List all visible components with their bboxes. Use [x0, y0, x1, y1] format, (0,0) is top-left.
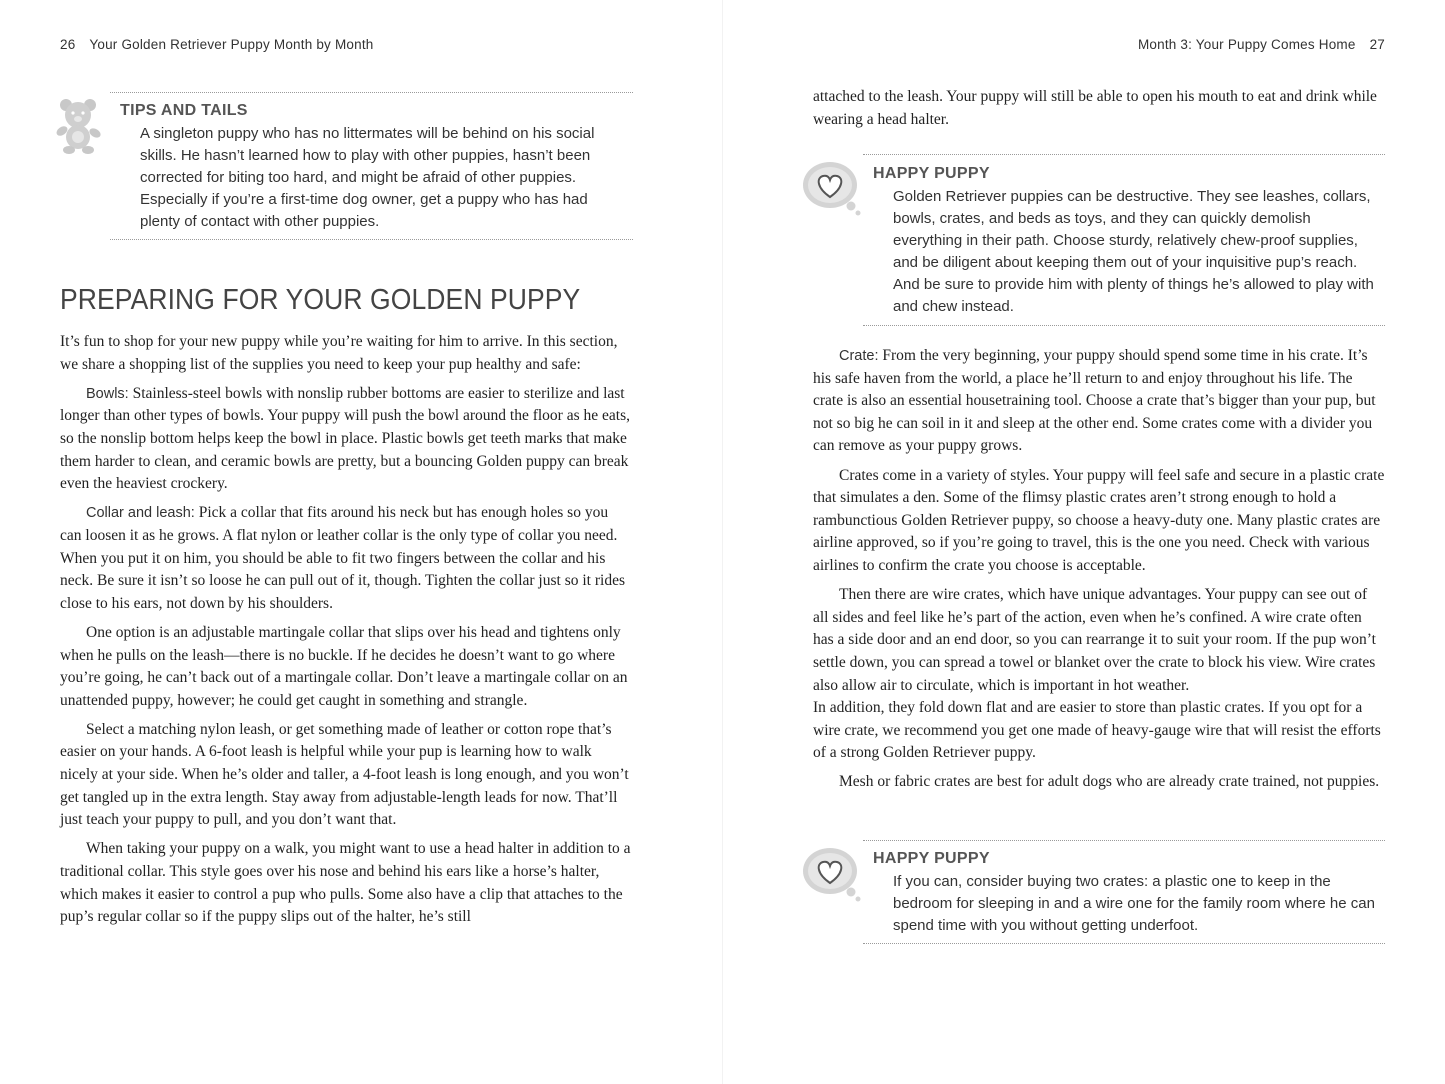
crate-lead: Crate: — [839, 348, 879, 364]
collar-paragraph — [60, 502, 632, 615]
box-bottom-rule — [863, 943, 1385, 944]
running-head-right — [1138, 37, 1385, 52]
box-bottom-rule — [110, 239, 633, 240]
running-head-left — [60, 37, 373, 52]
page-number: 27 — [1369, 37, 1385, 52]
box-body: Golden Retriever puppies can be destructive. They see leashes, collars, bowls, crates, and beds as toys, and they can quickly demolish everything in their path. Choose sturdy, relatively chew-proof supplies, and be diligent about keeping them out of your inquisitive pup’s reach. And be sure to provide him with plenty of things he’s allowed to play with and chew instead. — [893, 188, 1374, 315]
bowls-lead: Bowls: — [86, 385, 129, 402]
box-body: If you can, consider buying two crates: a plastic one to keep in the bedroom for sleeping in and a wire one for the family room where he can spend time with you without getting underfoot. — [893, 873, 1375, 934]
martingale-paragraph: One option is an adjustable martingale collar that slips over his head and tightens only when he pulls on the leash—there is no buckle. If he decides he doesn’t want to go where you’re going, he can’t back out of a martingale collar. Don’t leave a martingale collar on an unattended puppy, however; he could get caught in something and strangle. — [60, 623, 628, 709]
box-body: A singleton puppy who has no littermates will be behind on his social skills. He hasn’t learned how to play with other puppies, hasn’t been corrected for biting too hard, and might be afraid of other puppies. Especially if you’re a first-time dog owner, get a puppy who has had plenty of contact with other puppies. — [140, 125, 595, 230]
continuation-paragraph: attached to the leash. Your puppy will still be able to open his mouth to eat and drink while wearing a head halter. — [813, 88, 1377, 128]
styles-paragraph: Crates come in a variety of styles. Your puppy will feel safe and secure in a plastic crate that simulates a den. Some of the flimsy plastic crates aren’t strong enough to hold a rambunctious Golden Retriever puppy, so choose a heavy-duty one. Many plastic crates are airline approved, so if you’re going to travel, this is the one you need. Check with various airlines to confirm the crate you choose is acceptable. — [813, 466, 1385, 574]
chapter-title: Month 3: Your Puppy Comes Home — [1137, 37, 1356, 52]
happy-puppy-box-1 — [863, 154, 1385, 326]
collar-lead: Collar and leash: — [86, 505, 195, 522]
heart-bubble-icon — [801, 846, 863, 904]
box-bottom-rule — [863, 325, 1385, 326]
box-title: HAPPY PUPPY — [873, 850, 990, 867]
collar-text: Pick a collar that fits around his neck but has enough holes so you can loosen it as he grows. A flat nylon or leather collar is the only type of collar you need. When you put it on him, you should be able to fit two fingers between the collar and his neck. Be sure it isn’t so loose he can pull out of it, though. Tighten the collar just so it rides close to his ears, not down by his shoulders. — [60, 504, 625, 612]
right-body-text — [813, 345, 1385, 801]
box-top-rule — [863, 154, 1385, 155]
crate-paragraph — [813, 345, 1385, 458]
right-top-text — [813, 86, 1385, 138]
box-title: TIPS AND TAILS — [120, 102, 248, 119]
right-page — [723, 0, 1445, 1084]
intro-paragraph: It’s fun to shop for your new puppy while you’re waiting for him to arrive. In this section, we share a shopping list of the supplies you need to keep your pup healthy and safe: — [60, 333, 618, 373]
heart-bubble-icon — [801, 160, 863, 218]
wire-paragraph — [813, 584, 1385, 697]
left-page — [0, 0, 722, 1084]
page-number: 26 — [60, 37, 76, 52]
bowls-text: Stainless-steel bowls with nonslip rubber bottoms are easier to sterilize and last longer than other types of bowls. Your puppy will push the bowl around the floor as he eats, so the nonslip bottom helps keep the bowl in place. Plastic bowls get teeth marks that make them harder to clean, and ceramic bowls are pretty, but a bouncing Golden puppy can break even the heaviest crockery. — [60, 384, 630, 493]
bowls-paragraph — [60, 383, 632, 496]
wire-text: Then there are wire crates, which have unique advantages. Your puppy can see out of all sides and feel like he’s part of the action, even when he’s confined. A wire crate often has a side door and an end door, so you can rearrange it to suit your room. If the pup won’t settle down, you can spread a towel or blanket over the crate to block his view. Wire crates also allow air to circulate, which is important in hot weather. — [813, 586, 1376, 694]
wire-paragraph-continued: In addition, they fold down flat and are easier to store than plastic crates. If you opt for a wire crate, we recommend you get one made of heavy-gauge wire that will resist the efforts of a strong Golden Retriever puppy. — [813, 699, 1381, 762]
box-title: HAPPY PUPPY — [873, 165, 990, 182]
box-top-rule — [863, 840, 1385, 841]
left-body-text — [60, 331, 632, 935]
section-heading: PREPARING FOR YOUR GOLDEN PUPPY — [60, 284, 581, 316]
halter-paragraph: When taking your puppy on a walk, you might want to use a head halter in addition to a traditional collar. This style goes over his nose and behind his ears like a horse’s halter, which makes it easier to control a pup who pulls. Some also have a clip that attaches to the pup’s regular collar so if the puppy slips out of the halter, he’s still — [60, 840, 631, 926]
book-title: Your Golden Retriever Puppy Month by Month — [89, 37, 374, 52]
teddy-bear-icon — [52, 97, 106, 155]
crate-text: From the very beginning, your puppy should spend some time in his crate. It’s his safe haven from the world, a place he’ll return to and enjoy throughout his life. The crate is also an essential housetraining tool. Choose a crate that’s bigger than your pup, but not so big he can soil in it and sleep at the other end. Some crates come with a divider you can remove as your puppy grows. — [813, 347, 1376, 455]
tips-and-tails-box — [110, 92, 633, 240]
happy-puppy-box-2 — [863, 840, 1385, 944]
box-top-rule — [110, 92, 633, 93]
leash-paragraph: Select a matching nylon leash, or get something made of leather or cotton rope that’s easier on your hands. A 6-foot leash is helpful while your pup is learning how to walk nicely at your side. When he’s older and taller, a 4-foot leash is long enough, and you won’t get tangled up in the extra length. Stay away from adjustable-length leads for now. That’ll just teach your puppy to pull, and you don’t want that. — [60, 720, 629, 829]
mesh-paragraph: Mesh or fabric crates are best for adult dogs who are already crate trained, not puppies. — [839, 773, 1380, 791]
